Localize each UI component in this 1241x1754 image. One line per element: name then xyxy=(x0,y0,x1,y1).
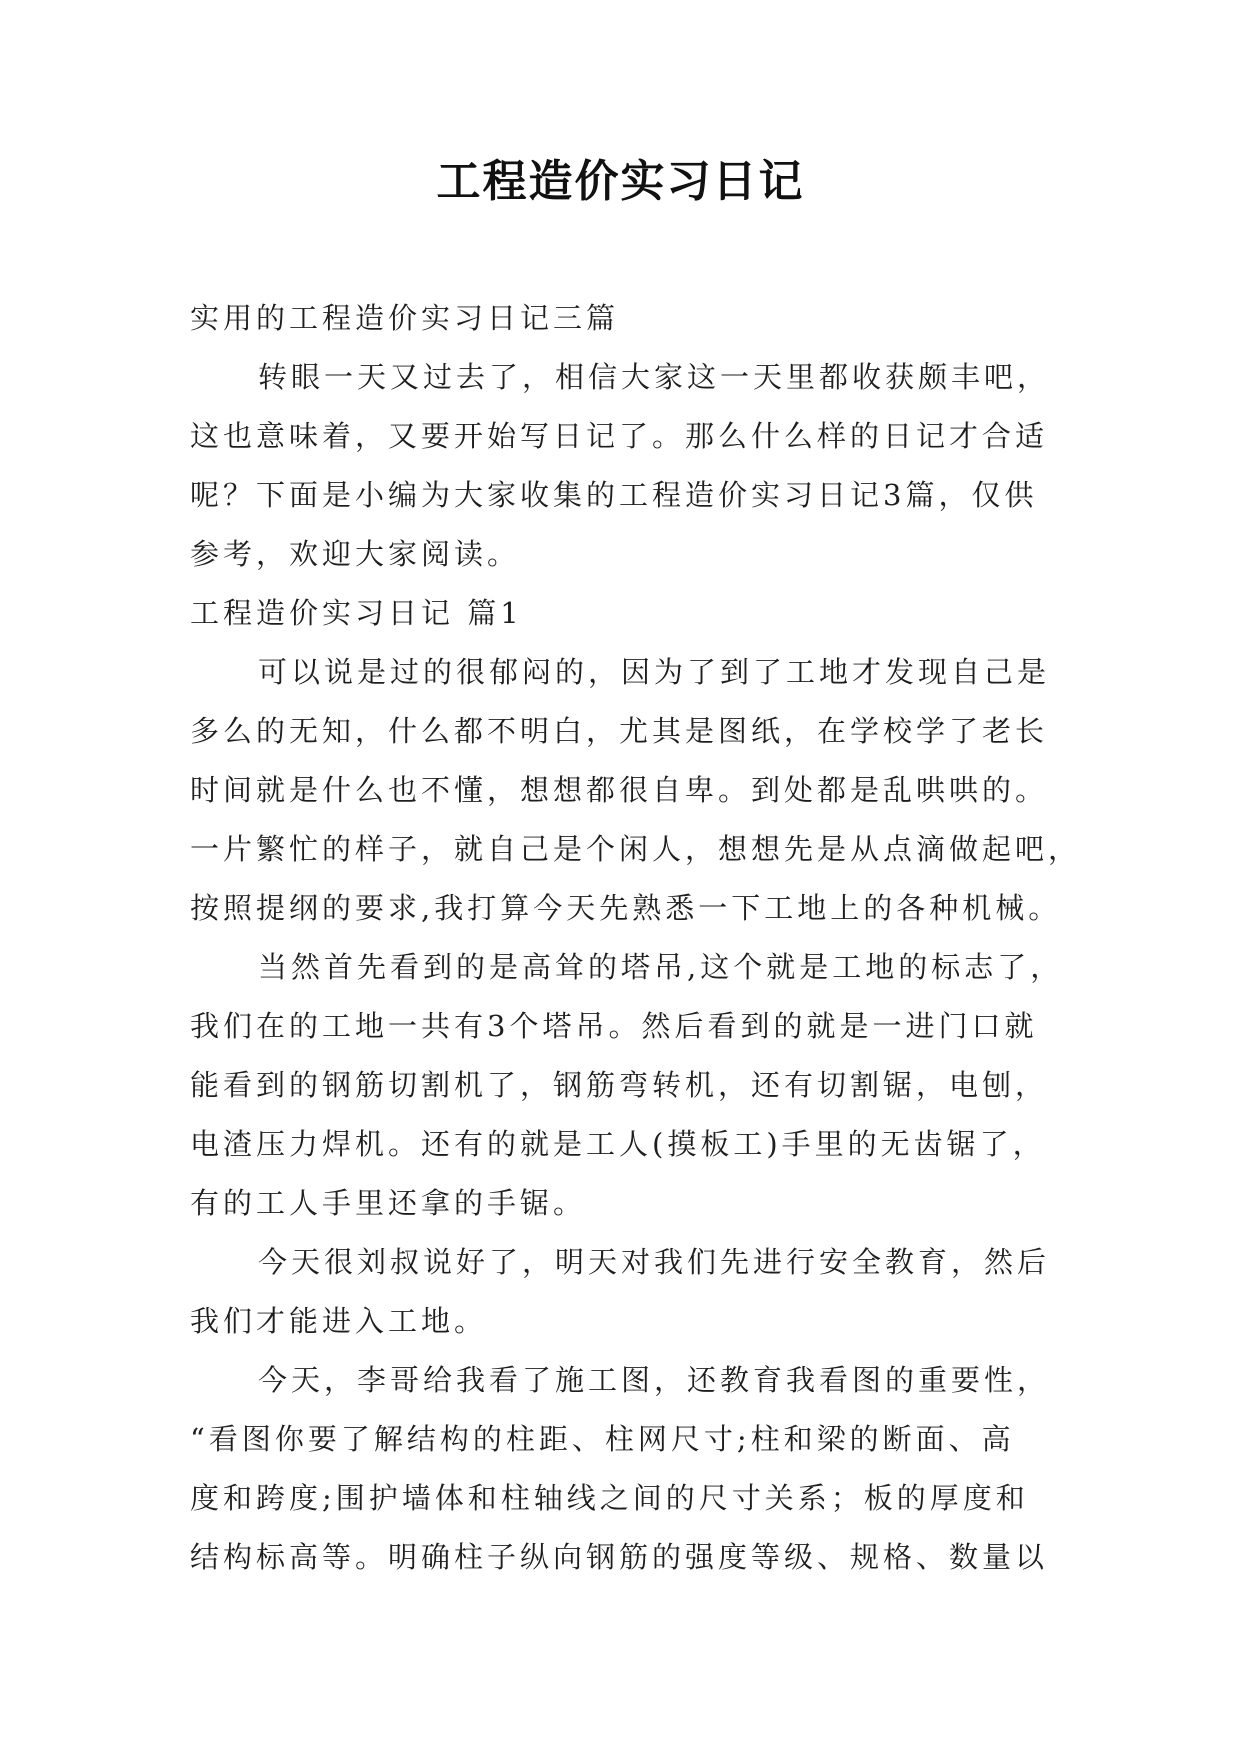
intro-line: 呢？下面是小编为大家收集的工程造价实习日记3篇，仅供 xyxy=(190,478,1038,512)
paragraph-line: 时间就是什么也不懂，想想都很自卑。到处都是乱哄哄的。 xyxy=(190,773,1049,807)
paragraph-line: 我们在的工地一共有3个塔吊。然后看到的就是一进门口就 xyxy=(190,1009,1038,1043)
paragraph-line: 有的工人手里还拿的手锯。 xyxy=(190,1186,587,1220)
intro-line: 参考，欢迎大家阅读。 xyxy=(190,537,521,571)
intro-line: 这也意味着，又要开始写日记了。那么什么样的日记才合适 xyxy=(190,419,1049,453)
paragraph-line: 多么的无知，什么都不明白，尤其是图纸，在学校学了老长 xyxy=(190,714,1049,748)
paragraph-line: 结构标高等。明确柱子纵向钢筋的强度等级、规格、数量以 xyxy=(190,1540,1049,1574)
paragraph-line: 电渣压力焊机。还有的就是工人(摸板工)手里的无齿锯了， xyxy=(190,1127,1046,1161)
paragraph-line: 度和跨度;围护墙体和柱轴线之间的尺寸关系；板的厚度和 xyxy=(190,1481,1029,1515)
intro-line: 转眼一天又过去了，相信大家这一天里都收获颇丰吧， xyxy=(258,360,1051,394)
paragraph-line: 当然首先看到的是高耸的塔吊,这个就是工地的标志了， xyxy=(258,950,1064,984)
paragraph-line: 今天很刘叔说好了，明天对我们先进行安全教育，然后 xyxy=(258,1245,1051,1279)
paragraph-line: 今天，李哥给我看了施工图，还教育我看图的重要性， xyxy=(258,1363,1051,1397)
paragraph-line: “看图你要了解结构的柱距、柱网尺寸;柱和梁的断面、高 xyxy=(190,1422,1015,1456)
document-body xyxy=(190,289,1090,1587)
paragraph-line: 按照提纲的要求,我打算今天先熟悉一下工地上的各种机械。 xyxy=(190,891,1062,925)
paragraph-line: 我们才能进入工地。 xyxy=(190,1304,488,1338)
document-subtitle: 实用的工程造价实习日记三篇 xyxy=(190,301,620,335)
paragraph-line: 一片繁忙的样子，就自己是个闲人，想想先是从点滴做起吧， xyxy=(190,832,1082,866)
paragraph-line: 能看到的钢筋切割机了，钢筋弯转机，还有切割锯，电刨， xyxy=(190,1068,1049,1102)
paragraph-line: 可以说是过的很郁闷的，因为了到了工地才发现自己是 xyxy=(258,655,1051,689)
section-heading: 工程造价实习日记 篇1 xyxy=(190,596,523,630)
document-title: 工程造价实习日记 xyxy=(436,156,805,207)
